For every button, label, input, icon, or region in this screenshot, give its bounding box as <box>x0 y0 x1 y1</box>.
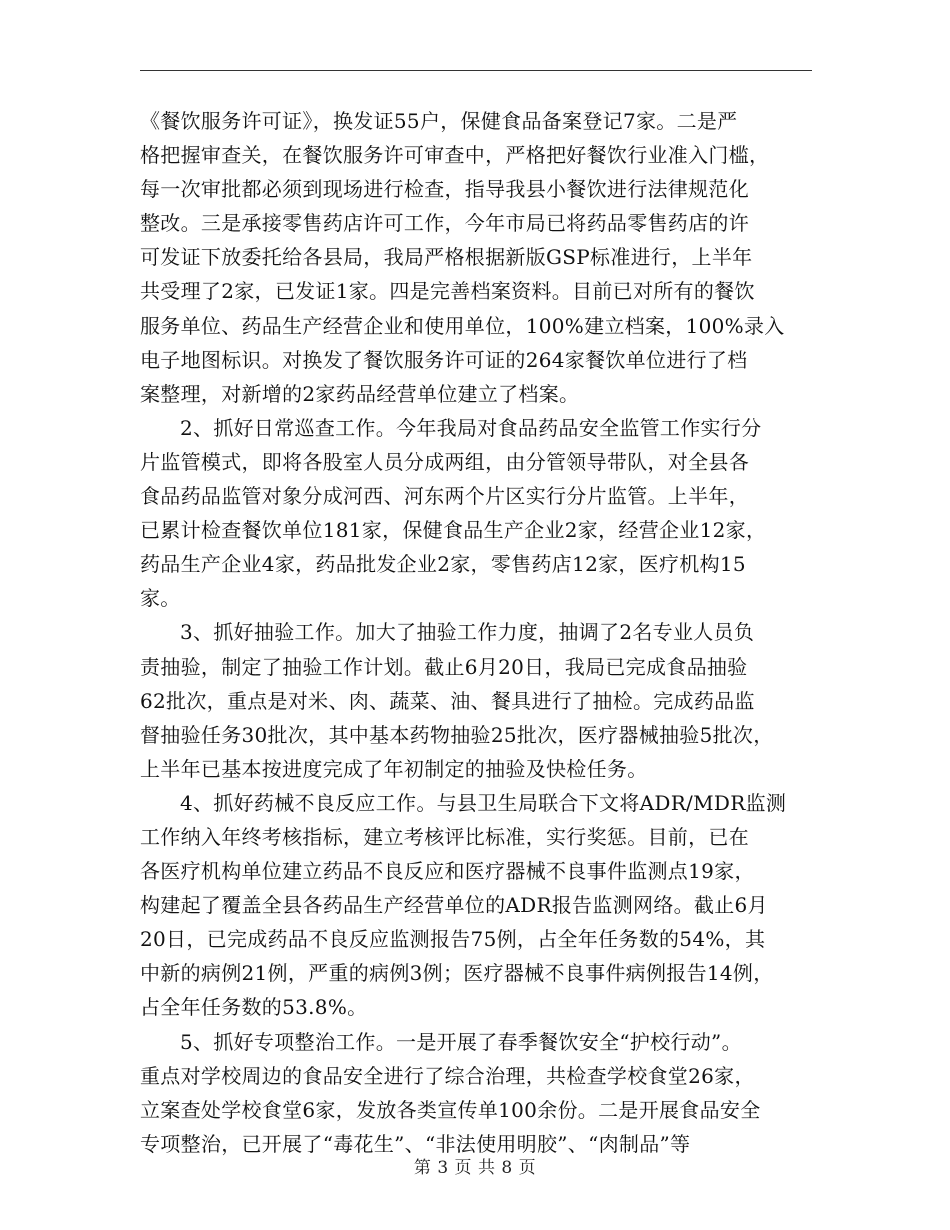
text-line: 20日，已完成药品不良反应监测报告75例，占全年任务数的54%，其 <box>140 927 766 952</box>
paragraph-first-line: 2、抓好日常巡查工作。今年我局对食品药品安全监管工作实行分 <box>180 415 762 440</box>
paragraph-first-line: 3、抓好抽验工作。加大了抽验工作力度，抽调了2名专业人员负 <box>180 620 755 645</box>
text-line: 《餐饮服务许可证》，换发证55户，保健食品备案登记7家。二是严 <box>140 109 738 133</box>
text-line: 占全年任务数的53.8%。 <box>140 995 368 1020</box>
text-line: 整改。三是承接零售药店许可工作，今年市局已将药品零售药店的许 <box>140 211 749 236</box>
text-line: 中新的病例21例，严重的病例3例；医疗器械不良事件病例报告14例， <box>140 961 774 986</box>
text-line: 家。 <box>140 586 181 611</box>
text-line: 重点对学校周边的食品安全进行了综合治理，共检查学校食堂26家， <box>140 1063 755 1088</box>
text-line: 可发证下放委托给各县局，我局严格根据新版GSP标准进行，上半年 <box>140 245 753 270</box>
text-line: 专项整治，已开展了“毒花生”、“非法使用明胶”、“肉制品”等 <box>140 1131 691 1156</box>
text-line: 责抽验，制定了抽验工作计划。截止6月20日，我局已完成食品抽验 <box>140 654 748 679</box>
text-line: 62批次，重点是对米、肉、蔬菜、油、餐具进行了抽检。完成药品监 <box>140 688 755 713</box>
text-line: 食品药品监管对象分成河西、河东两个片区实行分片监管。上半年， <box>140 484 749 509</box>
text-line: 构建起了覆盖全县各药品生产经营单位的ADR报告监测网络。截止6月 <box>140 893 768 918</box>
text-line: 督抽验任务30批次，其中基本药物抽验25批次，医疗器械抽验5批次， <box>140 722 774 747</box>
text-line: 上半年已基本按进度完成了年初制定的抽验及快检任务。 <box>140 756 648 781</box>
text-line: 共受理了2家，已发证1家。四是完善档案资料。目前已对所有的餐饮 <box>140 279 755 304</box>
text-line: 服务单位、药品生产经营企业和使用单位，100%建立档案，100%录入 <box>140 313 785 338</box>
paragraph-first-line: 4、抓好药械不良反应工作。与县卫生局联合下文将ADR/MDR监测 <box>180 790 787 815</box>
paragraph-first-line: 5、抓好专项整治工作。一是开展了春季餐饮安全“护校行动”。 <box>180 1029 742 1054</box>
text-line: 各医疗机构单位建立药品不良反应和医疗器械不良事件监测点19家， <box>140 859 755 884</box>
text-line: 药品生产企业4家，药品批发企业2家，零售药店12家，医疗机构15 <box>140 552 746 577</box>
document-body <box>140 104 820 1161</box>
text-line: 工作纳入年终考核指标，建立考核评比标准，实行奖惩。目前，已在 <box>140 824 749 849</box>
text-line: 片监管模式，即将各股室人员分成两组，由分管领导带队，对全县各 <box>140 449 749 474</box>
text-line: 已累计检查餐饮单位181家，保健食品生产企业2家，经营企业12家， <box>140 518 767 543</box>
text-line: 案整理，对新增的2家药品经营单位建立了档案。 <box>140 381 580 406</box>
page-number: 第 3 页 共 8 页 <box>413 1158 537 1178</box>
text-line: 格把握审查关，在餐饮服务许可审查中，严格把好餐饮行业准入门槛， <box>140 143 770 168</box>
text-line: 每一次审批都必须到现场进行检查，指导我县小餐饮进行法律规范化 <box>140 177 749 202</box>
header-rule <box>140 70 812 71</box>
text-line: 电子地图标识。对换发了餐饮服务许可证的264家餐饮单位进行了档 <box>140 347 748 372</box>
text-line: 立案查处学校食堂6家，发放各类宣传单100余份。二是开展食品安全 <box>140 1097 761 1122</box>
